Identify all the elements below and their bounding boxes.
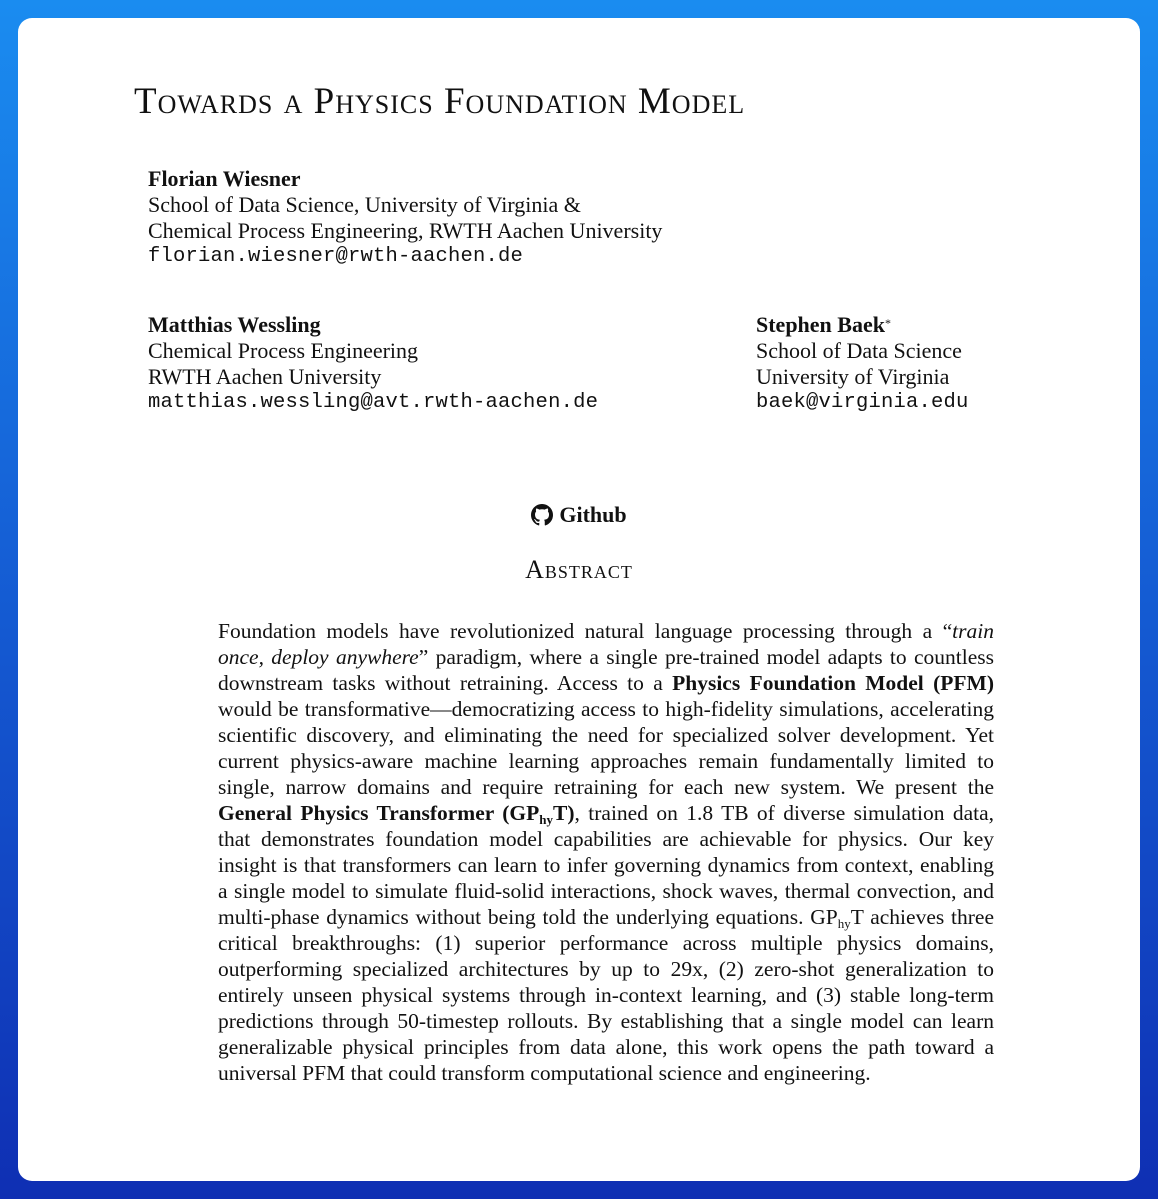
github-label: Github bbox=[559, 502, 627, 527]
abstract-subscript: hy bbox=[539, 812, 554, 827]
author-affiliation: Chemical Process Engineering, RWTH Aachen University bbox=[148, 218, 663, 243]
author-affiliation: University of Virginia bbox=[756, 364, 950, 389]
author-affiliation: School of Data Science bbox=[756, 338, 962, 363]
author-name: Matthias Wessling bbox=[148, 312, 321, 337]
author-affiliation: School of Data Science, University of Virginia & bbox=[148, 192, 581, 217]
abstract-bold-part: T) bbox=[553, 801, 575, 825]
paper-title: Towards a Physics Foundation Model bbox=[134, 81, 746, 122]
author-affiliation: Chemical Process Engineering bbox=[148, 338, 419, 363]
author-email[interactable]: baek@virginia.edu bbox=[756, 391, 969, 414]
github-icon bbox=[531, 504, 553, 526]
author-name: Florian Wiesner bbox=[148, 166, 301, 191]
abstract-italic-phrase: train once, deploy anywhere bbox=[218, 619, 994, 669]
abstract-segment: ” paradigm, where a single pre-trained model adapts to countless downstream tasks without retraining. Access to a bbox=[218, 645, 994, 695]
abstract-segment: T achieves three critical breakthroughs: (1) superior performance across multiple physics domains, outperforming specialized architectures by up to 29x, (2) zero-shot generalization to entirely unseen physical systems through in-context learning, and (3) stable long-term predictions through 50-timestep rollouts. By establishing that a single model can learn generalizable physical principles from data alone, this work opens the path toward a universal PFM that could transform computational science and engineering. bbox=[218, 905, 994, 1085]
author-block-wessling bbox=[148, 312, 598, 416]
abstract-subscript: hy bbox=[837, 916, 851, 931]
author-email[interactable]: matthias.wessling@avt.rwth-aachen.de bbox=[148, 391, 599, 414]
author-email[interactable]: florian.wiesner@rwth-aachen.de bbox=[148, 245, 524, 268]
author-block-wiesner bbox=[148, 166, 662, 270]
abstract-bold-part: General Physics Transformer (GP bbox=[218, 801, 540, 825]
abstract-segment: , trained on 1.8 TB of diverse simulation data, that demonstrates foundation model capabilities are achievable for physics. Our key insight is that transformers can learn to infer governing dynamics from context, enabling a single model to simulate fluid-solid interactions, shock waves, thermal convection, and multi-phase dynamics without being told the underlying equations. GP bbox=[218, 801, 995, 929]
paper-card bbox=[18, 18, 1140, 1181]
abstract-bold-term bbox=[218, 801, 575, 825]
author-affiliation: RWTH Aachen University bbox=[148, 364, 382, 389]
github-link[interactable] bbox=[18, 502, 1140, 528]
author-name-with-marker bbox=[756, 312, 969, 338]
author-block-baek bbox=[756, 312, 969, 416]
abstract-heading: Abstract bbox=[525, 555, 633, 584]
abstract-segment: Foundation models have revolutionized natural language processing through a “ bbox=[218, 619, 953, 643]
abstract-bold-term: Physics Foundation Model (PFM) bbox=[672, 671, 994, 695]
abstract-segment: would be transformative—democratizing access to high-fidelity simulations, accelerating scientific discovery, and eliminating the need for specialized solver development. Yet current physics-aware machine learning approaches remain fundamentally limited to single, narrow domains and require retraining for each new system. We present the bbox=[218, 697, 994, 799]
corresponding-author-marker: * bbox=[884, 316, 891, 330]
abstract-text bbox=[218, 618, 994, 1086]
author-name: Stephen Baek bbox=[756, 312, 885, 337]
